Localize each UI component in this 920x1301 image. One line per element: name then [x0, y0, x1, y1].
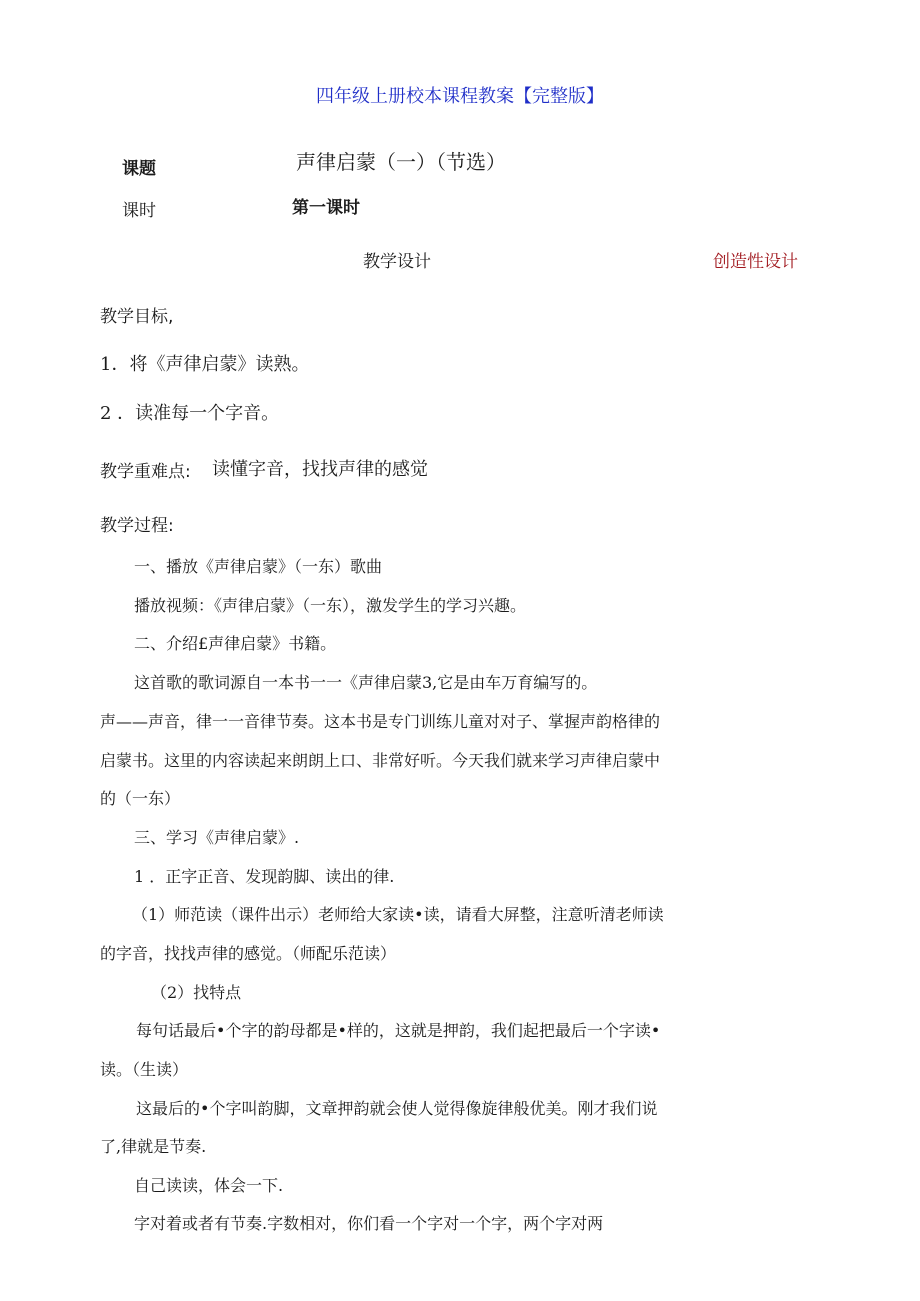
paragraph-line: 1 ．正字正音、发现韵脚、读出的律.: [134, 867, 395, 886]
paragraph-line: （1）师范读（课件出示）老师给大家读•读，请看大屏整，注意听清老师读: [132, 905, 664, 924]
paragraph-line: 读。（生读）: [100, 1060, 189, 1079]
period-label: 课时: [122, 201, 156, 221]
paragraph-line: 字对着或者有节奏.字数相对，你们看一个字对一个字，两个字对两: [134, 1214, 604, 1233]
process-heading: 教学过程:: [100, 516, 174, 536]
paragraph-line: （2）找特点: [151, 983, 242, 1002]
keypoint-label: 教学重难点:: [100, 462, 191, 482]
goal-item-2: 2 ．读准每一个字音。: [100, 403, 280, 424]
paragraph-line: 自己读读，体会一下.: [134, 1176, 284, 1195]
paragraph-line: 声——声音，律一一音律节奏。这本书是专门训练儿童对对子、掌握声韵格律的: [100, 712, 661, 731]
keypoint-text: 读懂字音，找找声律的感觉: [212, 459, 428, 480]
paragraph-line: 每句话最后•个字的韵母都是•样的，这就是押韵，我们起把最后一个字读•: [136, 1021, 661, 1040]
topic-value: 声律启蒙（一）（节选）: [296, 150, 506, 174]
paragraph-line: 了,律就是节奏.: [100, 1137, 207, 1156]
paragraph-line: 一、播放《声律启蒙》（一东）歌曲: [134, 557, 383, 576]
creative-column-heading: 创造性设计: [713, 252, 798, 272]
paragraph-line: 二、介绍£声律启蒙》书籍。: [134, 634, 337, 653]
design-column-heading: 教学设计: [363, 252, 431, 272]
topic-label: 课题: [122, 159, 156, 179]
document-title: 四年级上册校本课程教案【完整版】: [316, 86, 604, 107]
paragraph-line: 的（一东）: [100, 789, 181, 808]
period-value: 第一课时: [292, 198, 360, 218]
paragraph-line: 的字音，找找声律的感觉。（师配乐范读）: [100, 944, 397, 963]
paragraph-line: 这最后的•个字叫韵脚，文章押韵就会使人觉得像旋律般优美。刚才我们说: [136, 1099, 658, 1118]
goals-heading: 教学目标,: [100, 307, 174, 327]
paragraph-line: 播放视频：《声律启蒙》（一东），激发学生的学习兴趣。: [134, 596, 527, 615]
paragraph-line: 这首歌的歌词源自一本书一一《声律启蒙3,它是由车万育编写的。: [134, 673, 598, 692]
goal-item-1: 1．将《声律启蒙》读熟。: [100, 354, 310, 375]
paragraph-line: 启蒙书。这里的内容读起来朗朗上口、非常好听。今天我们就来学习声律启蒙中: [100, 751, 661, 770]
paragraph-line: 三、学习《声律启蒙》.: [134, 828, 300, 847]
